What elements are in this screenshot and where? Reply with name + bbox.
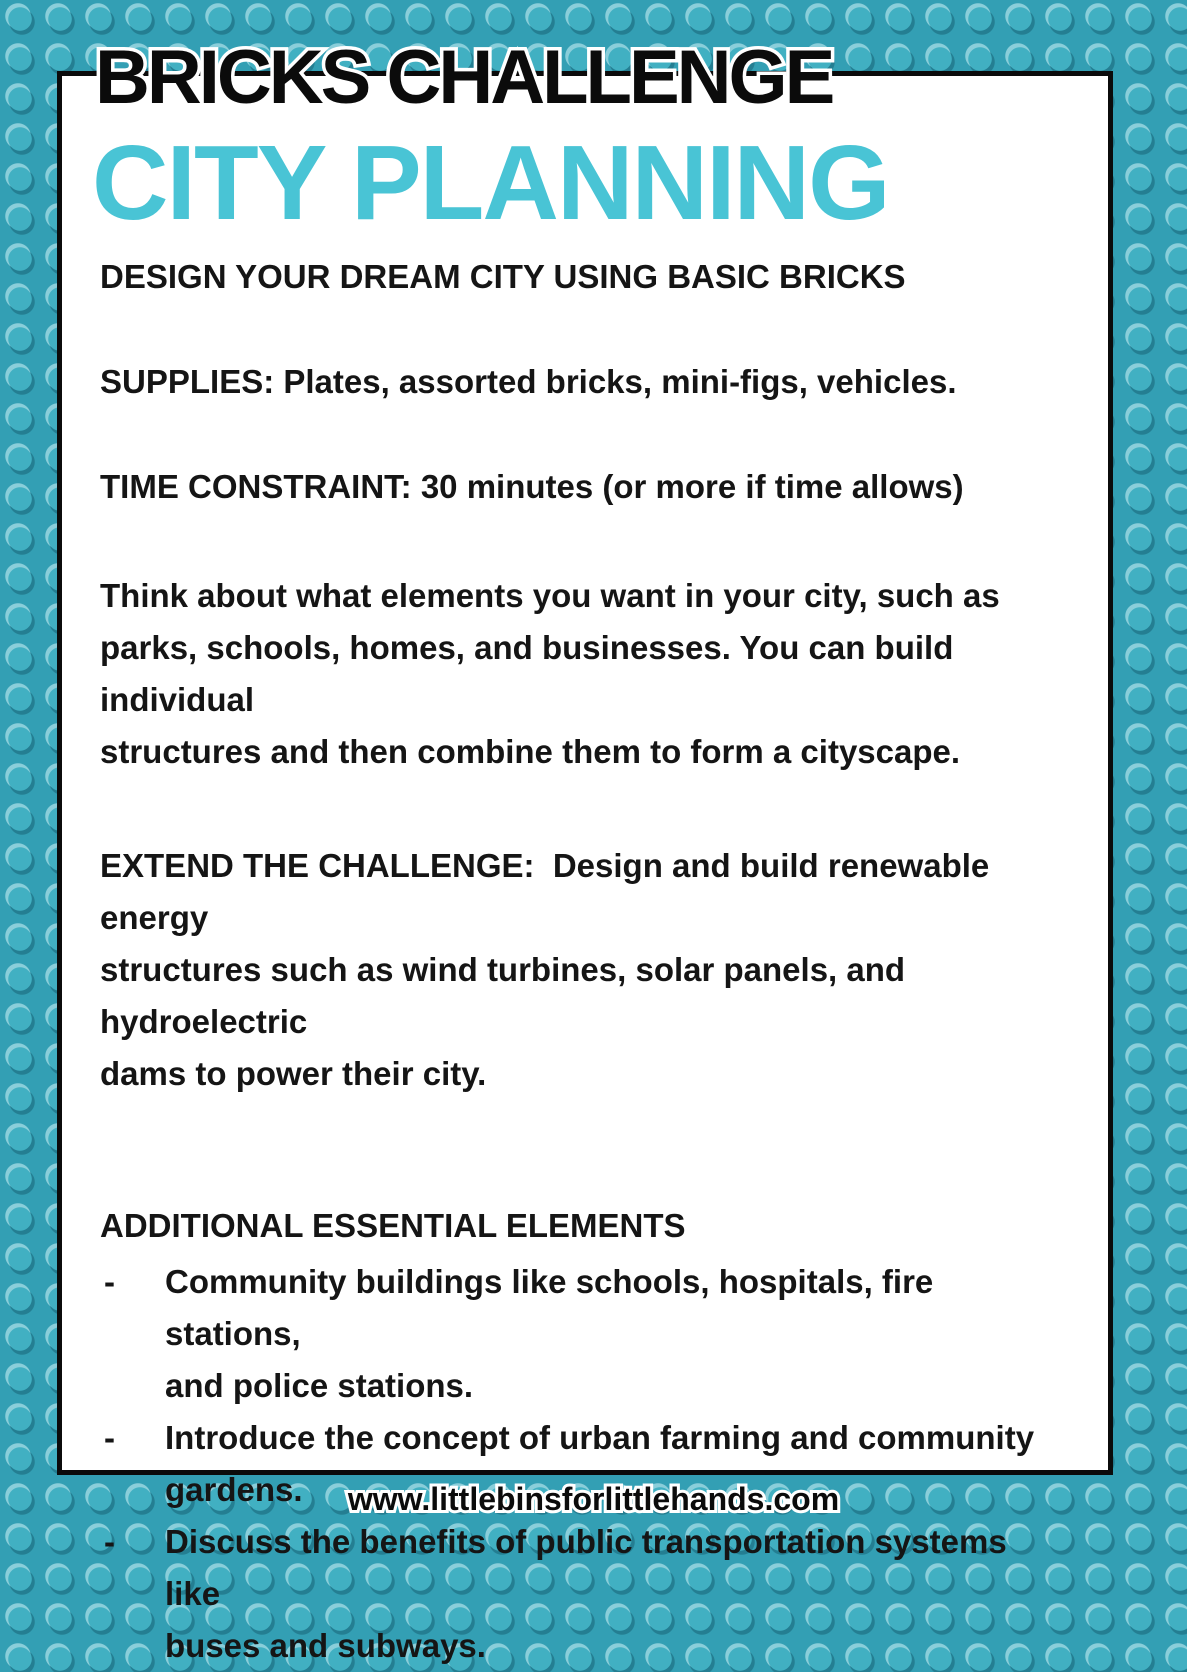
intro-line: structures and then combine them to form a cityscape. (100, 733, 961, 770)
series-title: BRICKS CHALLENGE (95, 35, 833, 120)
challenge-title: CITY PLANNING (92, 124, 889, 242)
intro-line: parks, schools, homes, and businesses. You can build individual (100, 629, 954, 718)
bullet-line: buses and subways. (165, 1627, 486, 1664)
additional-elements-list (100, 1256, 1068, 1672)
bullet-line: Community buildings like schools, hospitals, fire stations, (165, 1263, 934, 1352)
bullet-dash: - (104, 1523, 115, 1560)
bullet-text (165, 1256, 1068, 1412)
intro-paragraph (100, 570, 1068, 778)
footer-url: www.littlebinsforlittlehands.com (347, 1481, 840, 1517)
extend-paragraph (100, 840, 1068, 1100)
bullet-line: Discuss the benefits of public transportation systems like (165, 1523, 1007, 1612)
intro-line: Think about what elements you want in your city, such as (100, 577, 1000, 614)
list-item (100, 1516, 1068, 1672)
bullet-dash: - (104, 1263, 115, 1300)
list-item (100, 1256, 1068, 1412)
extend-line: structures such as wind turbines, solar panels, and hydroelectric (100, 951, 906, 1040)
bullet-line: gardens. (165, 1471, 303, 1508)
extend-line: dams to power their city. (100, 1055, 487, 1092)
bullet-line: Introduce the concept of urban farming and community (165, 1419, 1035, 1456)
bullet-dash: - (104, 1419, 115, 1456)
tagline: DESIGN YOUR DREAM CITY USING BASIC BRICKS (100, 258, 906, 295)
bullet-line: and police stations. (165, 1367, 474, 1404)
supplies-line: SUPPLIES: Plates, assorted bricks, mini-figs, vehicles. (100, 363, 957, 400)
bullet-text (165, 1516, 1068, 1672)
additional-elements-heading: ADDITIONAL ESSENTIAL ELEMENTS (100, 1207, 686, 1244)
extend-line: EXTEND THE CHALLENGE: Design and build renewable energy (100, 847, 999, 936)
time-constraint-line: TIME CONSTRAINT: 30 minutes (or more if time allows) (100, 468, 964, 505)
